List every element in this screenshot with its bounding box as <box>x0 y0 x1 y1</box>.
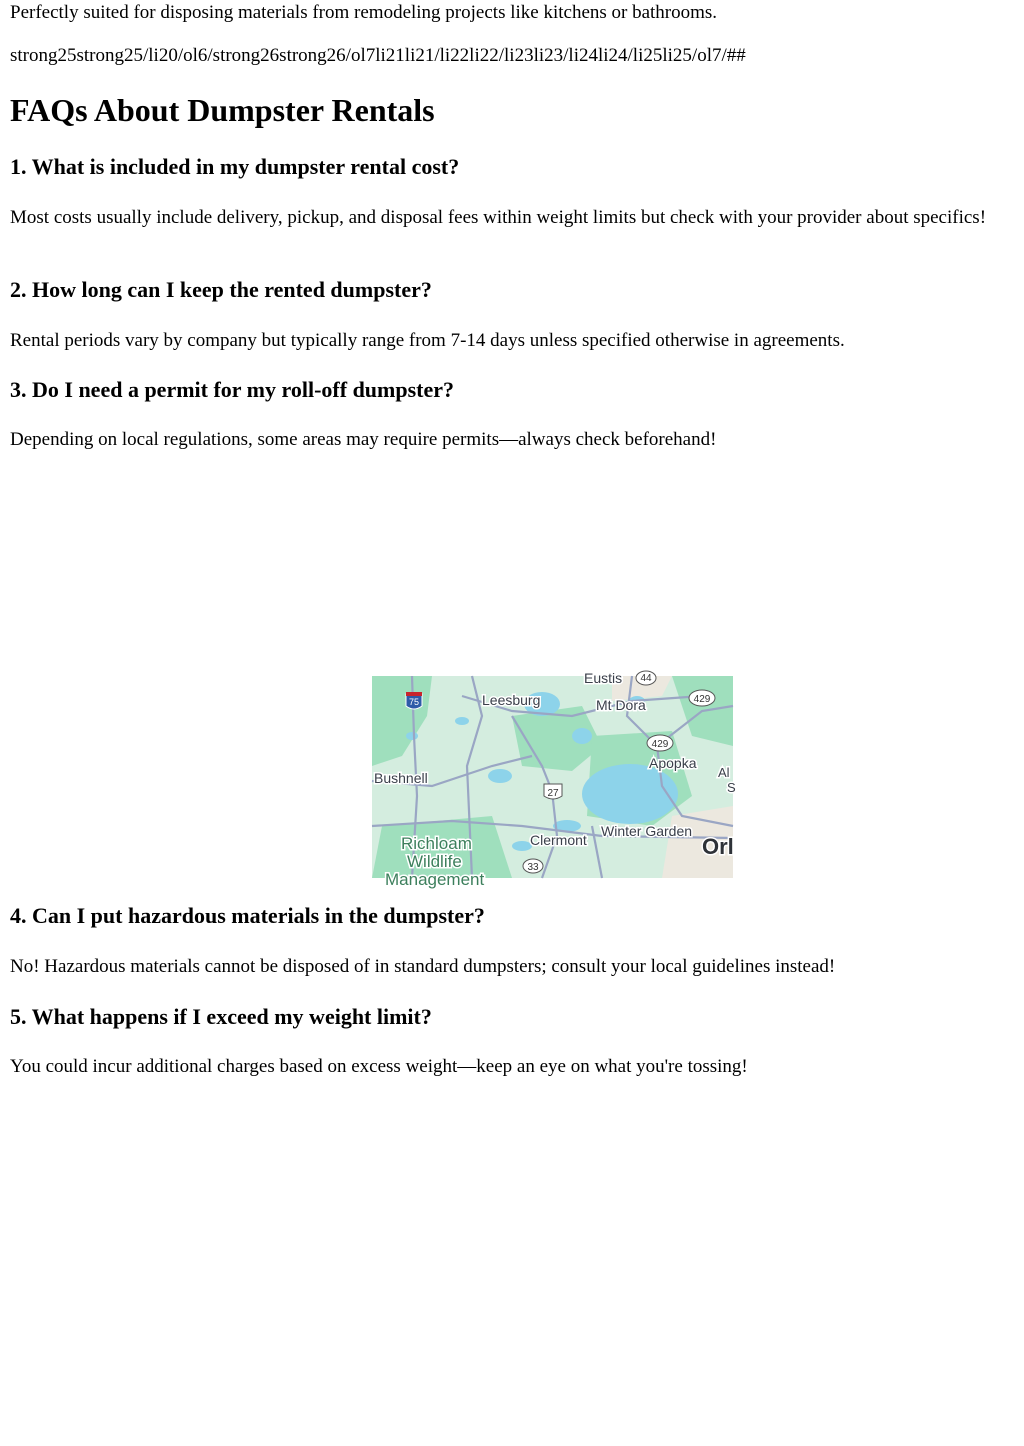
shield-sr33 <box>523 859 543 873</box>
place-label: Wildlife <box>407 852 462 871</box>
lake <box>455 717 469 725</box>
svg-text:44: 44 <box>640 673 652 684</box>
shield-us27 <box>544 784 562 799</box>
svg-text:33: 33 <box>527 862 539 873</box>
shield-sr429-top <box>689 690 715 706</box>
place-label: Orl <box>702 834 734 859</box>
shield-sr429-mid <box>647 735 673 751</box>
shield-sr44 <box>636 671 656 685</box>
place-label: Management <box>385 870 485 889</box>
markup-residue-text: strong25strong25/li20/ol6/strong26strong26/ol7li21li21/li22li22/li23li23/li24li24/li25li25/ol7/## <box>10 45 746 66</box>
map-graphic <box>372 670 736 889</box>
svg-text:429: 429 <box>651 739 669 750</box>
svg-text:27: 27 <box>547 788 559 799</box>
map-image[interactable] <box>372 670 736 889</box>
place-label: Mt Dora <box>596 697 646 713</box>
faq-question-4: 4. Can I put hazardous materials in the dumpster? <box>10 903 485 928</box>
place-label: Al <box>718 765 730 780</box>
faq-question-2: 2. How long can I keep the rented dumpster? <box>10 277 432 302</box>
faq-question-3: 3. Do I need a permit for my roll-off dumpster? <box>10 377 455 402</box>
lake <box>488 769 512 783</box>
place-label: Winter Garden <box>601 823 693 839</box>
lake <box>406 732 418 740</box>
place-label: Apopka <box>649 755 697 771</box>
lake <box>572 728 592 744</box>
place-label: Leesburg <box>482 692 541 708</box>
place-label: Richloam <box>401 834 472 853</box>
faq-answer-3: Depending on local regulations, some areas may require permits—always check beforehand! <box>10 429 717 450</box>
lake <box>512 841 532 851</box>
faq-question-5: 5. What happens if I exceed my weight limit? <box>10 1004 432 1029</box>
place-label: Eustis <box>584 670 623 686</box>
shield-i75 <box>406 692 422 709</box>
place-label: Clermont <box>530 832 587 848</box>
place-label: S <box>727 780 736 795</box>
faq-answer-5: You could incur additional charges based on excess weight—keep an eye on what you're tossing! <box>10 1056 748 1077</box>
svg-text:429: 429 <box>693 694 711 705</box>
svg-text:75: 75 <box>408 697 420 707</box>
lake-apopka <box>582 764 678 824</box>
faq-answer-4: No! Hazardous materials cannot be disposed of in standard dumpsters; consult your local guidelines instead! <box>10 956 836 977</box>
place-label: Bushnell <box>374 770 428 786</box>
faq-answer-1: Most costs usually include delivery, pickup, and disposal fees within weight limits but check with your provider about specifics! <box>10 207 987 228</box>
faq-answer-2: Rental periods vary by company but typically range from 7-14 days unless specified otherwise in agreements. <box>10 330 845 351</box>
faq-question-1: 1. What is included in my dumpster rental cost? <box>10 154 460 179</box>
faq-title: FAQs About Dumpster Rentals <box>10 92 435 128</box>
intro-paragraph: Perfectly suited for disposing materials from remodeling projects like kitchens or bathrooms. <box>10 2 718 23</box>
